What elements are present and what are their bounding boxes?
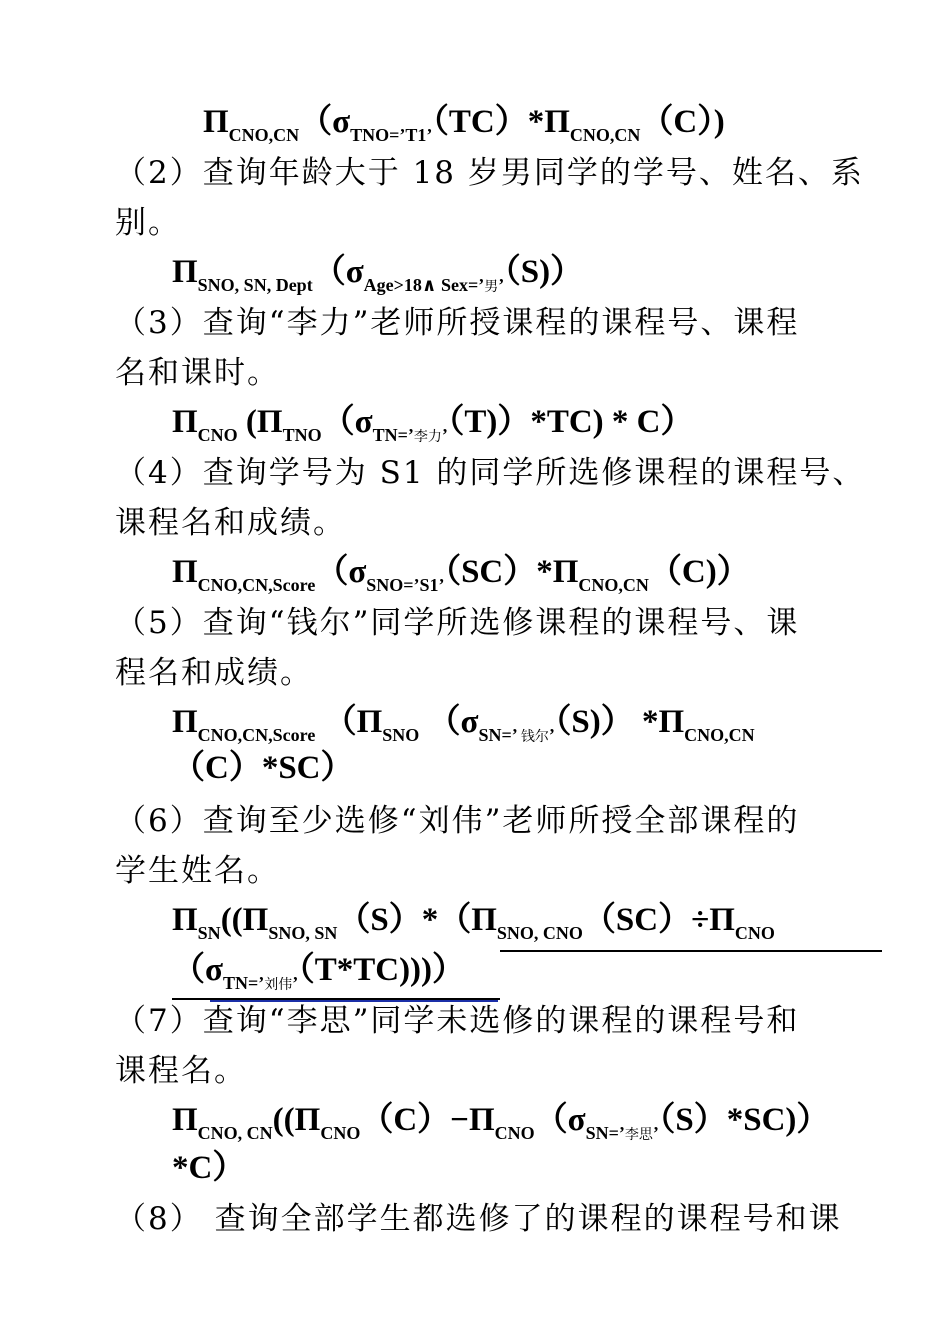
subscript: SNO, SN (268, 923, 338, 943)
question-2-line-2: 别。 (115, 205, 181, 241)
subscript: CNO, CN (197, 1123, 273, 1143)
subscript: CNO (494, 1123, 535, 1143)
pi-symbol: Π (242, 902, 269, 938)
pi-symbol: Π (552, 554, 579, 590)
pi-symbol: Π (709, 902, 735, 938)
formula-6-line-1 (172, 904, 775, 942)
question-7-line-1: （7）查询“李思”同学未选修的课程的课程号和 (115, 1003, 800, 1039)
question-5-line-1: （5）查询“钱尔”同学所选修课程的课程号、课 (115, 605, 800, 641)
pi-symbol: Π (471, 902, 497, 938)
formula-7-line-2: *C） (172, 1150, 246, 1186)
subscript: CNO,CN (578, 575, 649, 595)
subscript: SNO=’S1’ (366, 575, 445, 595)
subscript: TN=’刘伟’ (222, 973, 299, 993)
pi-symbol: Π (172, 902, 198, 938)
formula-text: （TC）* (432, 104, 545, 140)
subscript: CNO (320, 1123, 361, 1143)
subscript: CNO,CN (228, 125, 300, 145)
subscript: SN=’李思’ (585, 1123, 659, 1143)
question-3-line-2: 名和课时。 (115, 355, 280, 391)
pi-symbol: Π (544, 104, 570, 140)
formula-text: （ (172, 952, 205, 988)
formula-3 (172, 406, 694, 445)
question-2-line-1: （2）查询年龄大于 18 岁男同学的学号、姓名、系 (115, 155, 864, 191)
formula-text: （S）*SC)） (658, 1102, 830, 1138)
formula-text: （ (534, 1102, 568, 1138)
question-6-line-1: （6）查询至少选修“刘伟”老师所授全部课程的 (115, 803, 800, 839)
pi-symbol: Π (356, 704, 383, 740)
formula-text: （SC）* (444, 554, 553, 590)
formula-5-line-1 (172, 706, 755, 745)
question-6-line-2: 学生姓名。 (115, 853, 280, 889)
subscript: CNO,CN,Score (197, 725, 316, 745)
sigma-symbol: σ (567, 1102, 586, 1138)
pi-symbol: Π (172, 704, 198, 740)
formula-1 (203, 106, 725, 144)
sigma-symbol: σ (460, 704, 479, 740)
sigma-symbol: σ (205, 952, 223, 988)
formula-text: （C）− (360, 1102, 469, 1138)
question-7-line-2: 课程名。 (115, 1053, 247, 1089)
sigma-symbol: σ (345, 254, 364, 290)
subscript: CNO,CN (684, 725, 755, 745)
formula-5-line-2: （C）*SC） (172, 750, 354, 786)
subscript: SN (197, 923, 221, 943)
formula-text: (( (272, 1102, 295, 1138)
formula-text: （T)）*TC) * C） (447, 404, 694, 440)
formula-text: （SC）÷ (582, 902, 710, 938)
pi-symbol: Π (256, 404, 283, 440)
formula-text: （ (315, 704, 357, 740)
formula-text: （ (315, 554, 349, 590)
pi-symbol: Π (468, 1102, 495, 1138)
formula-text: ( (237, 404, 257, 440)
question-4-line-2: 课程名和成绩。 (115, 505, 346, 541)
formula-text: （ (312, 254, 346, 290)
hyperlink-underline (210, 1000, 498, 1002)
pi-symbol: Π (172, 404, 198, 440)
subscript: CNO (197, 425, 238, 445)
pi-symbol: Π (172, 1102, 198, 1138)
subscript: TN=’李力’ (372, 425, 448, 445)
pi-symbol: Π (203, 104, 229, 140)
formula-text: （S)） * (554, 704, 659, 740)
formula-text: （ (419, 704, 461, 740)
formula-text: （S）*（ (337, 902, 472, 938)
subscript: TNO (282, 425, 322, 445)
subscript: CNO,CN,Score (197, 575, 316, 595)
question-8-line-1: （8） 查询全部学生都选修了的课程的课程号和课 (115, 1201, 842, 1237)
subscript: SNO, CNO (496, 923, 583, 943)
formula-6-line-2 (172, 954, 465, 993)
formula-text: (( (220, 902, 243, 938)
formula-7-line-1 (172, 1104, 829, 1143)
formula-4 (172, 556, 750, 594)
pi-symbol: Π (172, 554, 198, 590)
subscript: TNO=’T1’ (350, 125, 433, 145)
formula-text: （T*TC)))） (298, 952, 466, 988)
sigma-symbol: σ (348, 554, 367, 590)
subscript: SN=’ 钱尔’ (478, 725, 555, 745)
subscript: CNO (734, 923, 775, 943)
pi-symbol: Π (172, 254, 198, 290)
formula-text: （C）) (640, 104, 725, 140)
question-5-line-2: 程名和成绩。 (115, 655, 313, 691)
formula-text: （S)） (504, 254, 584, 290)
subscript: SNO, SN, Dept (197, 275, 313, 295)
underline-rule (500, 950, 882, 952)
pi-symbol: Π (294, 1102, 321, 1138)
subscript: Age>18∧ Sex=’男’ (363, 275, 505, 295)
subscript: CNO,CN (569, 125, 641, 145)
formula-text: （ (321, 404, 355, 440)
formula-text: （C)） (648, 554, 750, 590)
sigma-symbol: σ (354, 404, 373, 440)
formula-2 (172, 256, 583, 295)
question-4-line-1: （4）查询学号为 S1 的同学所选修课程的课程号、 (115, 455, 866, 491)
question-3-line-1: （3）查询“李力”老师所授课程的课程号、课程 (115, 305, 800, 341)
sigma-symbol: σ (332, 104, 351, 140)
pi-symbol: Π (658, 704, 685, 740)
subscript: SNO (382, 725, 420, 745)
formula-text: （ (299, 104, 333, 140)
